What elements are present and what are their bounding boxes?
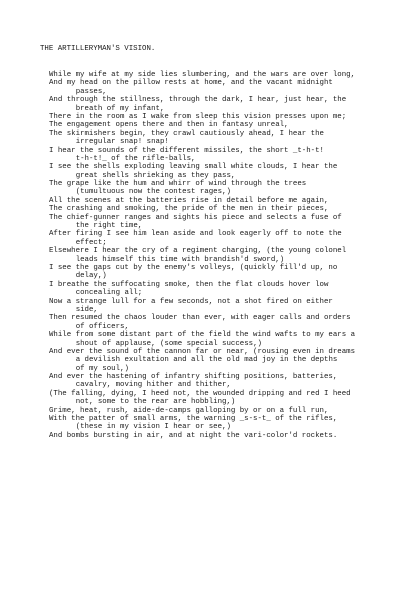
poem-line: I breathe the suffocating smoke, then the flat clouds hover low [49, 280, 329, 289]
poem-title: THE ARTILLERYMAN'S VISION. [40, 45, 156, 53]
poem-line: And ever the hastening of infantry shifting positions, batteries, [49, 373, 338, 382]
poem-line: Elsewhere I hear the cry of a regiment charging, (the young colonel [49, 247, 347, 256]
poem-line-continuation: effect; [75, 238, 107, 247]
poem-line: The skirmishers begin, they crawl cautiously ahead, I hear the [49, 129, 324, 138]
poem-line-continuation: delay,) [75, 272, 107, 281]
poem-line: While my wife at my side lies slumbering, and the wars are over long, [49, 71, 356, 79]
poem-line: And ever the sound of the cannon far or near, (rousing even in dreams [49, 347, 356, 356]
poem-line-continuation: cavalry, moving hither and thither, [75, 381, 231, 390]
poem-line: After firing I see him lean aside and look eagerly off to note the [49, 230, 342, 239]
poem-line-continuation: (these in my vision I hear or see,) [75, 423, 231, 432]
poem-body [49, 71, 355, 440]
poem-line: Then resumed the chaos louder than ever, with eager calls and orders [49, 314, 351, 323]
poem-line-continuation: not, some to the rear are hobbling,) [75, 398, 236, 407]
poem-line: (The falling, dying, I heed not, the wounded dripping and red I heed [49, 389, 351, 398]
poem-line-continuation: breath of my infant, [75, 104, 165, 113]
poem-line: The engagement opens there and then in fantasy unreal, [49, 121, 289, 130]
poem-line: Grime, heat, rush, aide-de-camps galloping by or on a full run, [49, 406, 329, 415]
poem-line: All the scenes at the batteries rise in detail before me again, [49, 196, 329, 205]
poem-line-continuation: concealing all; [75, 289, 143, 298]
poem-line: The crashing and smoking, the pride of the men in their pieces, [49, 205, 329, 214]
poem-line-continuation: side, [75, 305, 98, 314]
poem-line-continuation: leads himself this time with brandish'd sword,) [75, 255, 285, 264]
poem-line: The chief-gunner ranges and sights his piece and selects a fuse of [49, 213, 342, 222]
poem-line-continuation: (tumultuous now the contest rages,) [75, 188, 231, 197]
poem-line-continuation: shout of applause, (some special success,) [75, 339, 262, 348]
poem-line-continuation: of officers, [75, 322, 129, 331]
poem-line: With the patter of small arms, the warning _s-s-t_ of the rifles, [49, 415, 338, 424]
poem-line: While from some distant part of the field the wind wafts to my ears a [49, 331, 356, 340]
poem-line: And through the stillness, through the dark, I hear, just hear, the [49, 96, 347, 105]
poem-line: And my head on the pillow rests at home, and the vacant midnight [49, 79, 333, 88]
poem-line: Now a strange lull for a few seconds, not a shot fired on either [49, 297, 333, 306]
poem-line-continuation: the right time, [75, 222, 143, 231]
poem-line-continuation: a devilish exultation and all the old mad joy in the depths [75, 356, 338, 365]
poem-line: I see the shells exploding leaving small white clouds, I hear the [49, 163, 338, 172]
poem-line: And bombs bursting in air, and at night the vari-color'd rockets. [49, 431, 338, 440]
poem-line: There in the room as I wake from sleep this vision presses upon me; [49, 112, 347, 121]
poem-line-continuation: irregular snap! snap! [75, 138, 169, 147]
poem-line-continuation: great shells shrieking as they pass, [75, 171, 236, 180]
poem-line-continuation: passes, [75, 87, 107, 96]
poem-line-continuation: of my soul,) [75, 364, 129, 373]
poem-line: The grape like the hum and whirr of wind through the trees [49, 180, 307, 189]
poem-line: I hear the sounds of the different missiles, the short _t-h-t! [49, 146, 324, 155]
poem-line-continuation: t-h-t!_ of the rifle-balls, [75, 154, 196, 163]
poem-line: I see the gaps cut by the enemy's volleys, (quickly fill'd up, no [49, 263, 338, 272]
